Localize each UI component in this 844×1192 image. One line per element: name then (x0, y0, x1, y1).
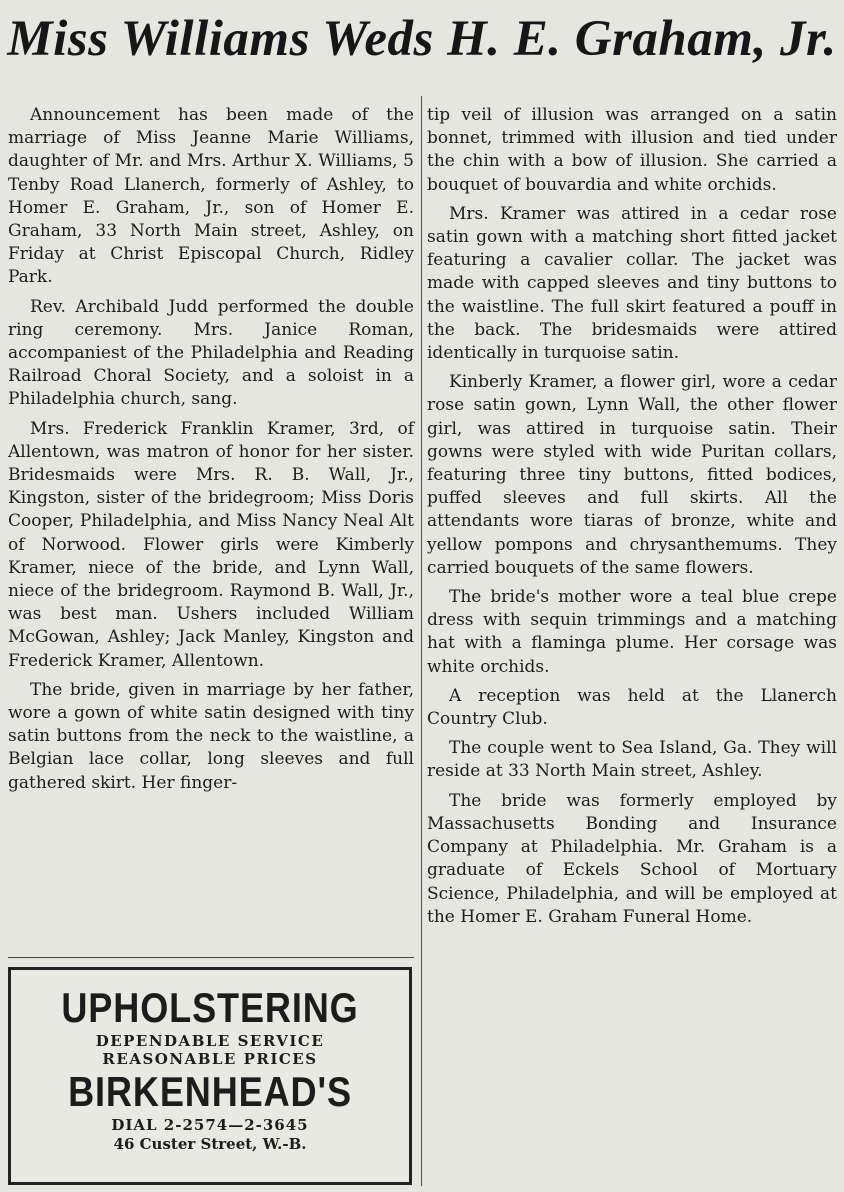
paragraph-veil-continued: tip veil of illusion was arranged on a satin bonnet, trimmed with illusion and tied under the chin with a bow of illusion. She carried a bouquet of bouvardia and white orchids. (427, 105, 837, 195)
article-column-right (427, 104, 837, 935)
column-divider (421, 96, 422, 1186)
ad-prices-line: REASONABLE PRICES (102, 1050, 318, 1068)
paragraph-bride-gown: The bride, given in marriage by her father, wore a gown of white satin designed with tiny satin buttons from the neck to the waistline, a Belgian lace collar, long sleeves and full gathered skirt. Her finger- (8, 679, 414, 793)
upholstering-advertisement (8, 967, 412, 1185)
headline: Miss Williams Weds H. E. Graham, Jr. (7, 11, 837, 67)
ad-service-line: DEPENDABLE SERVICE (95, 1032, 325, 1050)
ad-title: UPHOLSTERING (61, 984, 359, 1031)
paragraph-employment: The bride was formerly employed by Massachusetts Bonding and Insurance Company at Philadelphia. Mr. Graham is a graduate of Eckels School of Mortuary Science, Philadelphia, and will be employed at the Homer E. Graham Funeral Home. (427, 790, 837, 927)
paragraph-flower-girls: Kinberly Kramer, a flower girl, wore a cedar rose satin gown, Lynn Wall, the other flower girl, was attired in turquoise satin. Their gowns were styled with wide Puritan collars, featuring three tiny buttons, fitted bodices, puffed sleeves and full skirts. All the attendants wore tiaras of bronze, white and yellow pompons and chrysanthemums. They carried bouquets of the same flowers. (427, 372, 837, 578)
paragraph-announcement: Announcement has been made of the marriage of Miss Jeanne Marie Williams, daughter of Mr. and Mrs. Arthur X. Williams, 5 Tenby Road Llanerch, formerly of Ashley, to Homer E. Graham, Jr., son of Homer E. Graham, 33 North Main street, Ashley, on Friday at Christ Episcopal Church, Ridley Park. (8, 105, 414, 288)
paragraph-attendants: Mrs. Frederick Franklin Kramer, 3rd, of Allentown, was matron of honor for her sister. Bridesmaids were Mrs. R. B. Wall, Jr., Kingston, sister of the bridegroom; Miss Doris Cooper, Philadelphia, and Miss Nancy Neal Alt of Norwood. Flower girls were Kimberly Kramer, niece of the bride, and Lynn Wall, niece of the bridegroom. Raymond B. Wall, Jr., was best man. Ushers included William McGowan, Ashley; Jack Manley, Kingston and Frederick Kramer, Allentown. (8, 418, 414, 671)
ad-divider (8, 957, 414, 958)
ad-address: 46 Custer Street, W.-B. (113, 1135, 307, 1153)
paragraph-matron-attire: Mrs. Kramer was attired in a cedar rose satin gown with a matching short fitted jacket featuring a cavalier collar. The jacket was made with capped sleeves and tiny buttons to the waistline. The full skirt featured a pouff in the back. The bridesmaids were attired identically in turquoise satin. (427, 203, 837, 364)
paragraph-brides-mother: The bride's mother wore a teal blue crepe dress with sequin trimmings and a matching hat with a flaminga plume. Her corsage was white orchids. (427, 587, 837, 677)
paragraph-ceremony: Rev. Archibald Judd performed the double ring ceremony. Mrs. Janice Roman, accompaniest of the Philadelphia and Reading Railroad Choral Society, and a soloist in a Philadelphia church, sang. (8, 296, 414, 410)
paragraph-reception: A reception was held at the Llanerch Country Club. (427, 685, 837, 730)
ad-phone: DIAL 2-2574—2-3645 (111, 1116, 309, 1134)
ad-business-name: BIRKENHEAD'S (68, 1068, 352, 1115)
paragraph-honeymoon: The couple went to Sea Island, Ga. They will reside at 33 North Main street, Ashley. (427, 738, 837, 782)
article-column-left (8, 104, 414, 801)
